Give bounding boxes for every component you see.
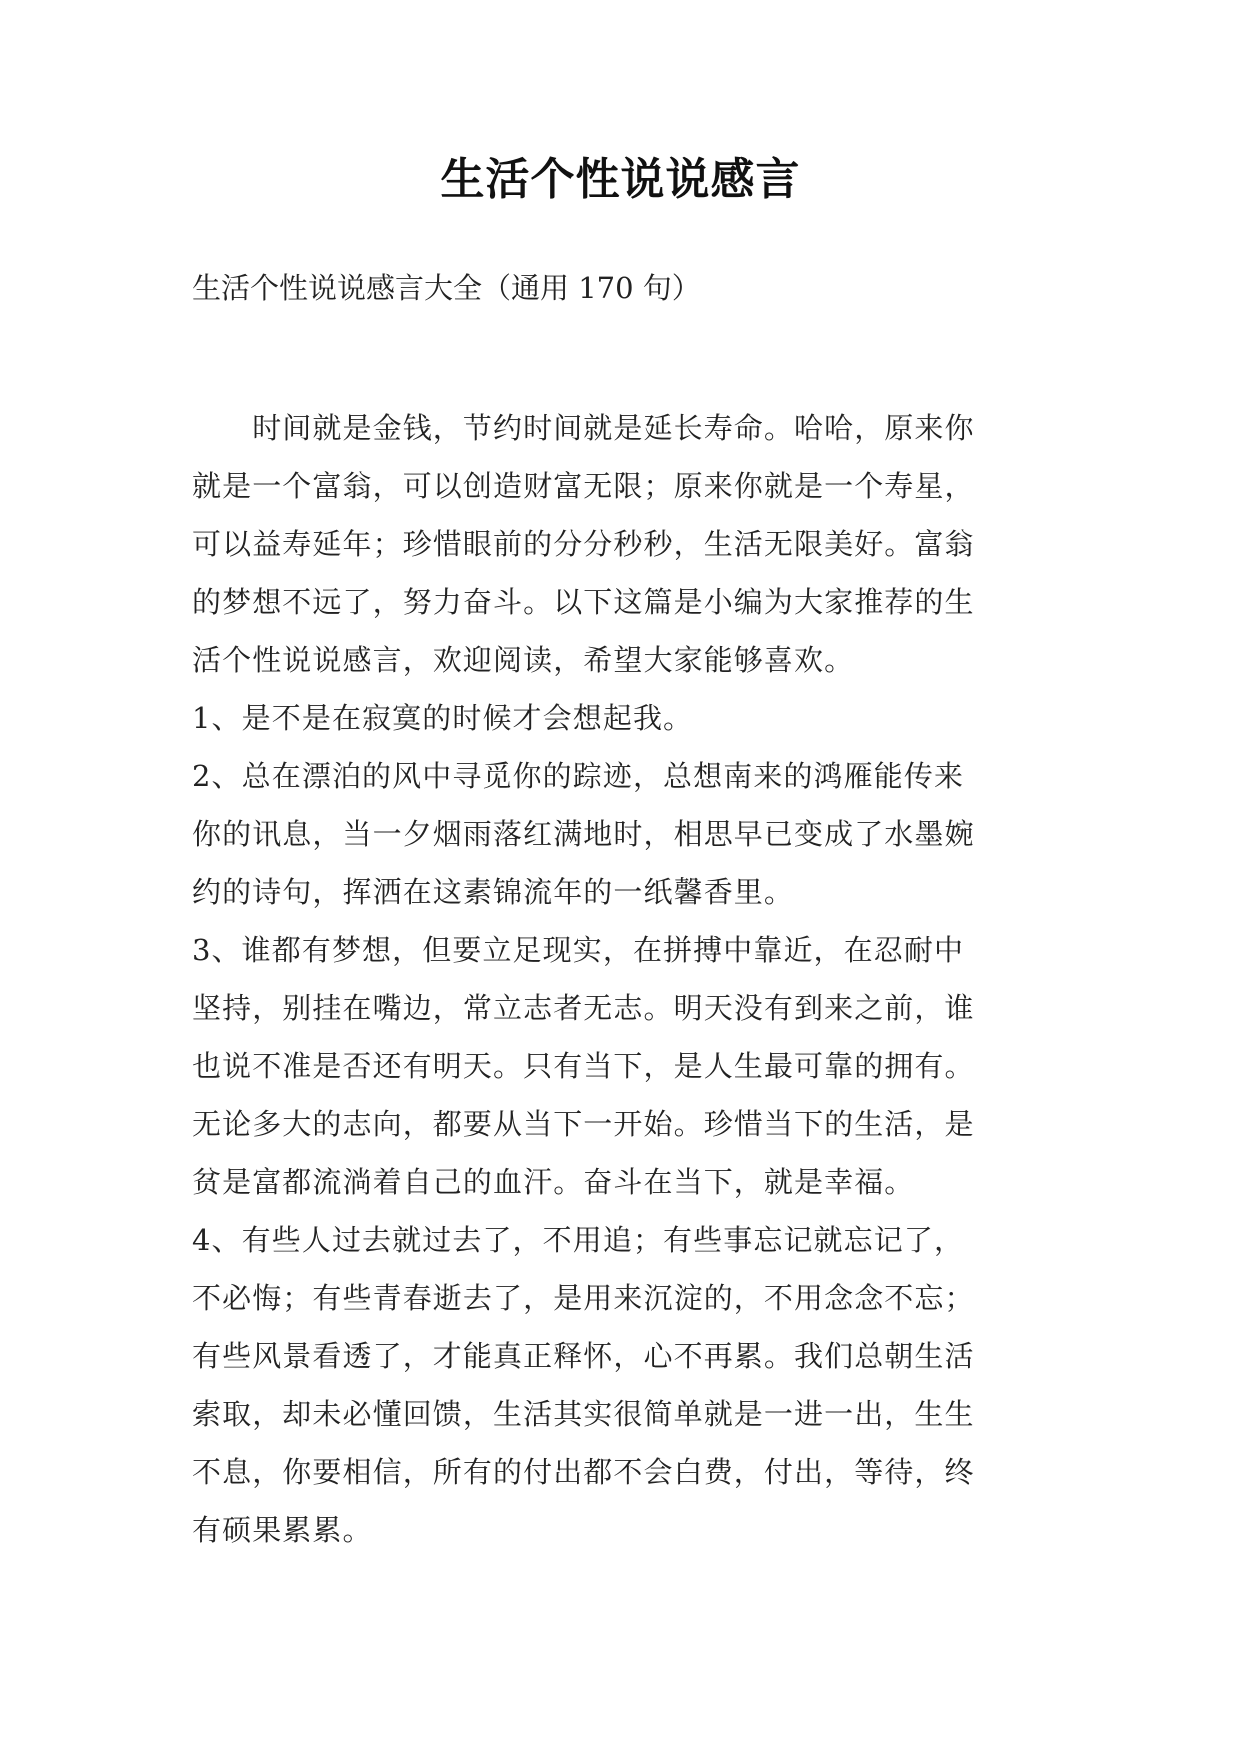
body-line: 也说不准是否还有明天。只有当下，是人生最可靠的拥有。 xyxy=(192,1049,975,1083)
body-line: 3、谁都有梦想，但要立足现实，在拼搏中靠近，在忍耐中 xyxy=(192,933,965,967)
body-line: 无论多大的志向，都要从当下一开始。珍惜当下的生活，是 xyxy=(192,1107,975,1141)
body-line: 约的诗句，挥洒在这素锦流年的一纸馨香里。 xyxy=(192,875,795,909)
body-line: 不息，你要相信，所有的付出都不会白费，付出，等待，终 xyxy=(192,1455,975,1489)
body-line: 4、有些人过去就过去了，不用追；有些事忘记就忘记了， xyxy=(192,1223,965,1257)
body-line: 2、总在漂泊的风中寻觅你的踪迹，总想南来的鸿雁能传来 xyxy=(192,759,965,793)
body-line: 有些风景看透了，才能真正释怀，心不再累。我们总朝生活 xyxy=(192,1339,975,1373)
body-line: 就是一个富翁，可以创造财富无限；原来你就是一个寿星， xyxy=(192,469,975,503)
body-line: 时间就是金钱，节约时间就是延长寿命。哈哈，原来你 xyxy=(192,411,975,445)
document-subtitle: 生活个性说说感言大全（通用 170 句） xyxy=(192,271,701,305)
body-line: 坚持，别挂在嘴边，常立志者无志。明天没有到来之前，谁 xyxy=(192,991,975,1025)
body-line: 不必悔；有些青春逝去了，是用来沉淀的，不用念念不忘； xyxy=(192,1281,975,1315)
body-line: 贫是富都流淌着自己的血汗。奋斗在当下，就是幸福。 xyxy=(192,1165,915,1199)
body-line: 索取，却未必懂回馈，生活其实很简单就是一进一出，生生 xyxy=(192,1397,975,1431)
body-line: 可以益寿延年；珍惜眼前的分分秒秒，生活无限美好。富翁 xyxy=(192,527,975,561)
body-line: 的梦想不远了，努力奋斗。以下这篇是小编为大家推荐的生 xyxy=(192,585,975,619)
body-line: 有硕果累累。 xyxy=(192,1513,373,1547)
body-line: 活个性说说感言，欢迎阅读，希望大家能够喜欢。 xyxy=(192,643,855,677)
body-line: 你的讯息，当一夕烟雨落红满地时，相思早已变成了水墨婉 xyxy=(192,817,975,851)
document-title: 生活个性说说感言 xyxy=(440,154,801,205)
body-line: 1、是不是在寂寞的时候才会想起我。 xyxy=(192,701,694,735)
